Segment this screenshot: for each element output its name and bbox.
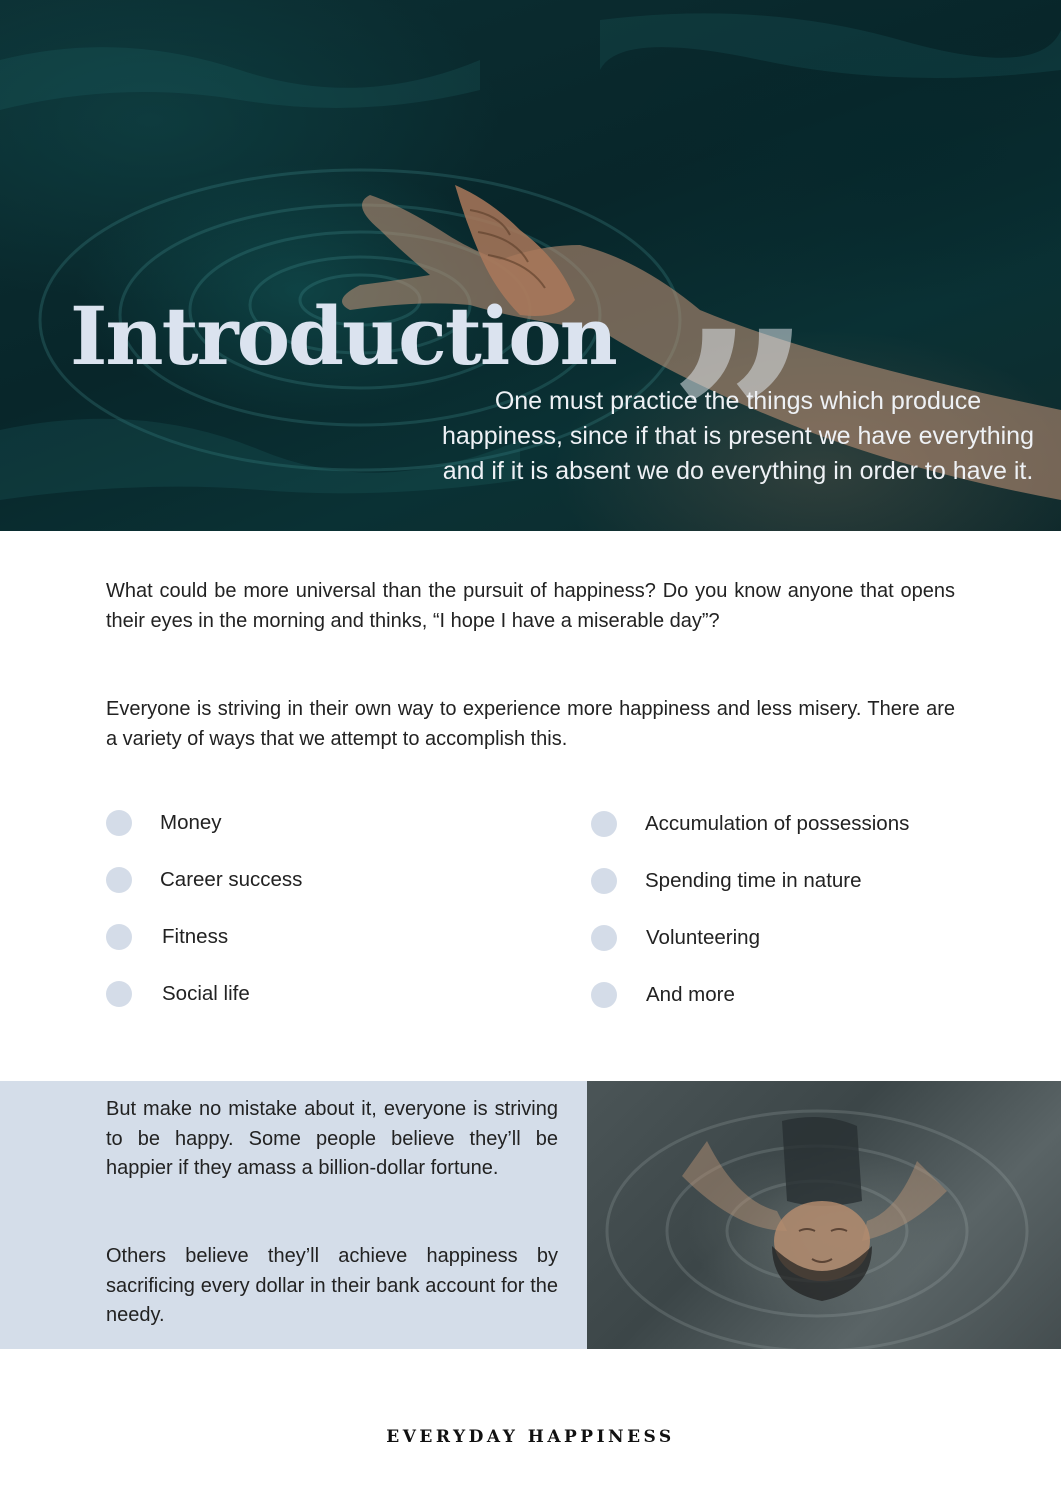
list-item-label: Money [160,811,222,834]
list-item [106,979,250,1009]
bullet-dot-icon [106,867,132,893]
list-item [106,865,302,895]
list-item [591,866,862,896]
callout-paragraph-2: Others believe they’ll achieve happiness by sacrificing every dollar in their bank account for the needy. [106,1245,558,1326]
list-item [591,923,760,953]
floating-person-photo [587,1081,1061,1349]
bullet-dot-icon [106,981,132,1007]
list-item-label: Accumulation of possessions [645,812,910,835]
page-title: Introduction [70,289,616,383]
bullet-dot-icon [106,810,132,836]
hero-quote: One must practice the things which produce happiness, since if that is present we have everything and if it is absent we do everything in order to have it. [441,387,1034,485]
bullet-dot-icon [106,924,132,950]
list-item-label: Career success [160,868,303,891]
intro-paragraph-1: What could be more universal than the pursuit of happiness? Do you know anyone that opens their eyes in the morning and thinks, “I hope I have a miserable day”? [106,580,955,632]
list-item [591,980,735,1010]
bullet-dot-icon [591,982,617,1008]
hero-banner [0,0,1061,531]
bullet-dot-icon [591,868,617,894]
callout-paragraph-1: But make no mistake about it, everyone is striving to be happy. Some people believe they’ll be happier if they amass a billion-dollar fortune. [106,1098,558,1179]
bullet-dot-icon [591,925,617,951]
list-item-label: Spending time in nature [645,869,862,892]
list-item [106,808,222,838]
list-item-label: And more [646,983,735,1006]
intro-paragraph-2: Everyone is striving in their own way to experience more happiness and less misery. There are a variety of ways that we attempt to accomplish this. [106,698,955,750]
list-item [591,809,909,839]
bullet-dot-icon [591,811,617,837]
list-item-label: Fitness [162,925,229,948]
quote-mark-icon: ” [668,276,812,531]
list-item-label: Social life [162,982,250,1005]
footer-brand: EVERYDAY HAPPINESS [386,1427,675,1447]
floating-person-image [587,1081,1061,1349]
list-item-label: Volunteering [646,926,760,949]
list-item [106,922,228,952]
